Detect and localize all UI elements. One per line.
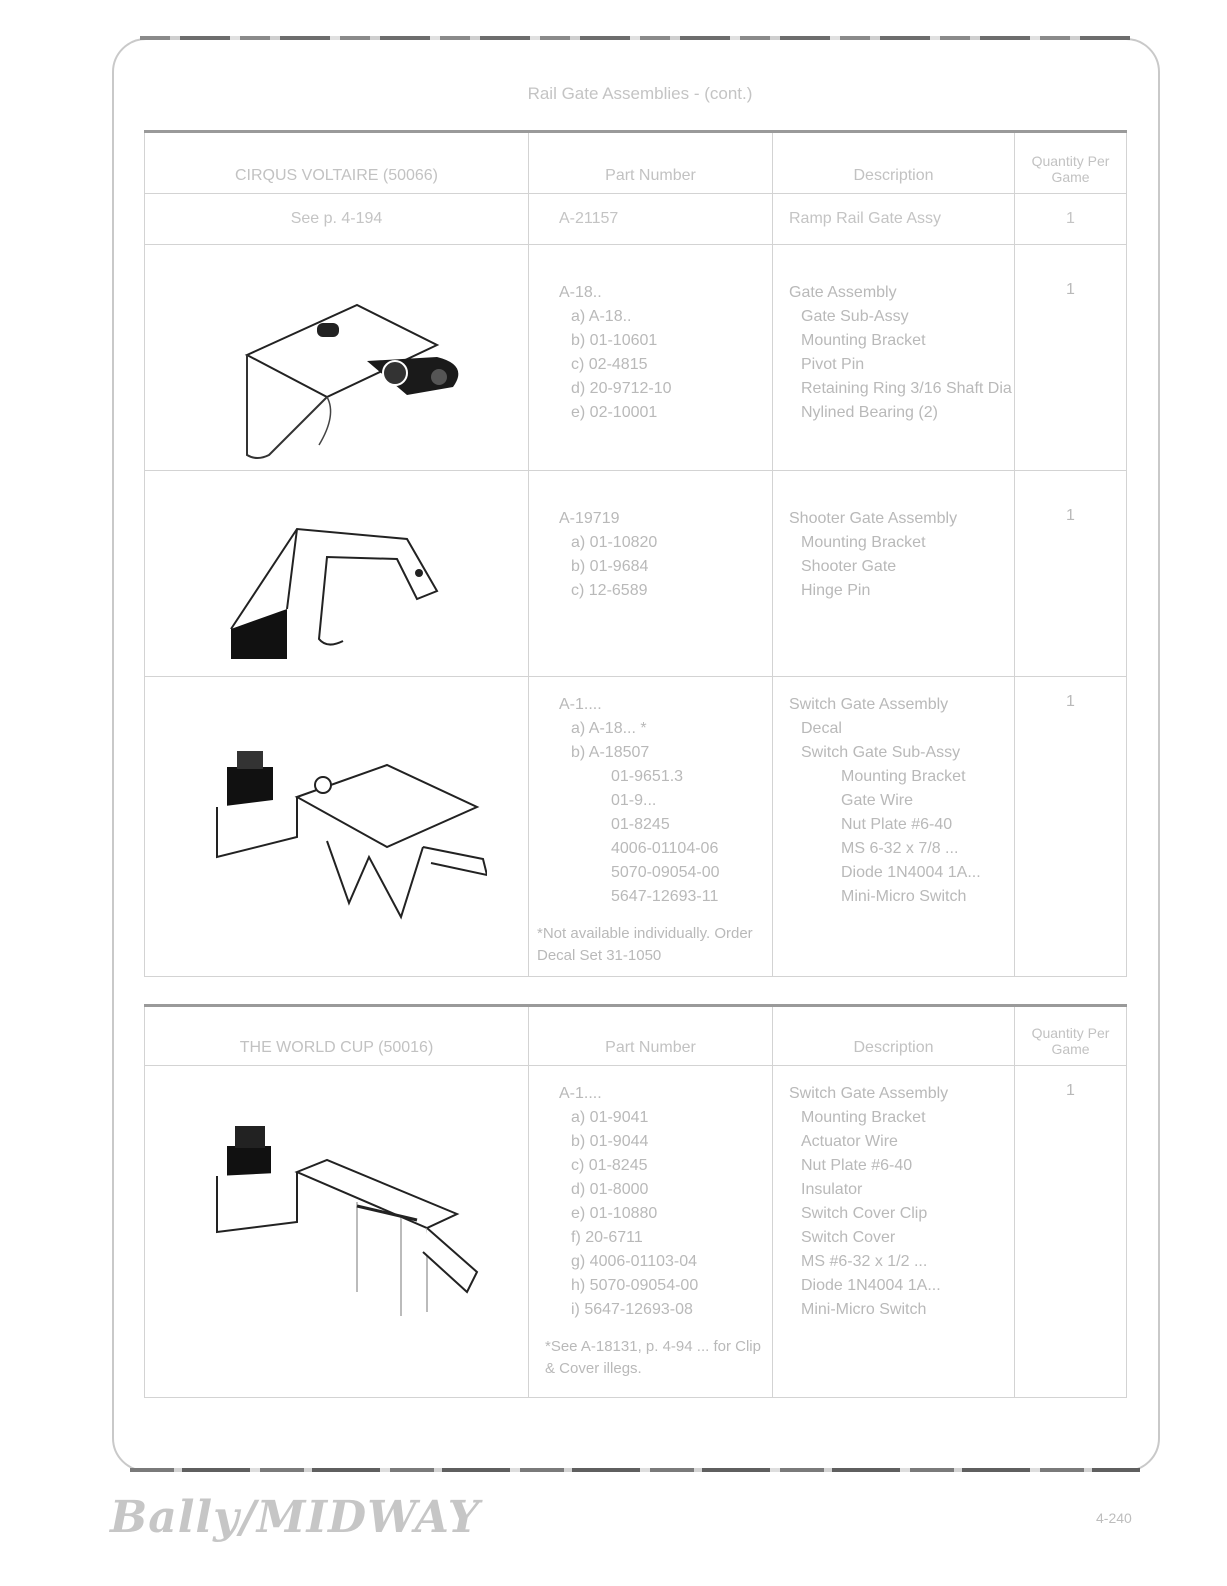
part-number: d) 20-9712-10	[571, 380, 672, 397]
description: Actuator Wire	[801, 1133, 898, 1150]
part-number: b) 01-9044	[571, 1133, 649, 1150]
header-game: THE WORLD CUP (50016)	[145, 1006, 529, 1066]
description: MS #6-32 x 1/2 ...	[801, 1253, 928, 1270]
part-number: d) 01-8000	[571, 1181, 649, 1198]
description: Shooter Gate Assembly	[789, 510, 958, 527]
page-title: Rail Gate Assemblies - (cont.)	[527, 84, 753, 103]
part-number: 01-9651.3	[611, 768, 684, 785]
part-number: f) 20-6711	[571, 1229, 643, 1246]
part-number: c) 02-4815	[571, 356, 648, 373]
part-number: h) 5070-09054-00	[571, 1277, 699, 1294]
part-number: e) 01-10880	[571, 1205, 658, 1222]
quantity: 1	[1015, 1066, 1127, 1398]
part-numbers-switch-gate	[529, 677, 773, 977]
quantity: 1	[1015, 245, 1127, 471]
description: Mounting Bracket	[841, 768, 966, 785]
description: MS 6-32 x 7/8 ...	[841, 840, 959, 857]
sub-quantity: 1	[1015, 194, 1127, 245]
header-game: CIRQUS VOLTAIRE (50066)	[145, 132, 529, 194]
part-number: b) 01-9684	[571, 558, 649, 575]
header-description: Description	[773, 132, 1015, 194]
part-number: b) A-18507	[571, 744, 650, 761]
part-number: e) 02-10001	[571, 404, 658, 421]
part-number: 5070-09054-00	[611, 864, 720, 881]
description: Decal	[801, 720, 842, 737]
illustration-shooter-gate	[145, 471, 529, 677]
descriptions-switch-gate	[773, 677, 1015, 977]
part-number: c) 12-6589	[571, 582, 648, 599]
description: Nylined Bearing (2)	[801, 404, 938, 421]
part-number: A-1....	[559, 696, 602, 713]
quantity: 1	[1015, 677, 1127, 977]
description: Mounting Bracket	[801, 332, 926, 349]
quantity: 1	[1015, 471, 1127, 677]
illustration-gate-assembly	[145, 245, 529, 471]
description: Switch Cover Clip	[801, 1205, 928, 1222]
part-number: a) A-18..	[571, 308, 632, 325]
part-number: 01-9...	[611, 792, 657, 809]
part-number: A-1....	[559, 1085, 602, 1102]
description: Gate Wire	[841, 792, 914, 809]
part-number: a) A-18... *	[571, 720, 647, 737]
description: Gate Assembly	[789, 284, 897, 301]
header-description: Description	[773, 1006, 1015, 1066]
description: Switch Gate Assembly	[789, 1085, 949, 1102]
part-number: g) 4006-01103-04	[571, 1253, 698, 1270]
sub-part-number: A-21157	[529, 194, 773, 245]
clip-cover-note: *See A-18131, p. 4-94 ... for Clip & Cover illegs.	[545, 1338, 761, 1377]
part-number: c) 01-8245	[571, 1157, 648, 1174]
part-number: 4006-01104-06	[611, 840, 719, 857]
part-number: b) 01-10601	[571, 332, 658, 349]
switch-gate-drawing	[187, 737, 487, 937]
part-number: a) 01-10820	[571, 534, 658, 551]
header-part-number: Part Number	[529, 132, 773, 194]
parts-table-world-cup	[144, 1004, 1127, 1398]
page-number: 4-240	[1096, 1510, 1132, 1526]
description: Nut Plate #6-40	[801, 1157, 913, 1174]
availability-note: *Not available individually. Order Decal Set 31-1050	[537, 925, 753, 964]
part-number: A-19719	[559, 510, 620, 527]
description: Mounting Bracket	[801, 534, 926, 551]
illustration-switch-gate	[145, 677, 529, 977]
description: Nut Plate #6-40	[841, 816, 953, 833]
descriptions-gate-assembly	[773, 245, 1015, 471]
part-number: 5647-12693-11	[611, 888, 719, 905]
description: Diode 1N4004 1A...	[841, 864, 981, 881]
header-quantity: Quantity Per Game	[1015, 132, 1127, 194]
logo-text: Bally/MIDWAY	[110, 1492, 481, 1543]
sub-game-ref: See p. 4-194	[145, 194, 529, 245]
description: Diode 1N4004 1A...	[801, 1277, 941, 1294]
descriptions-switch-gate-world-cup	[773, 1066, 1015, 1398]
descriptions-shooter-gate	[773, 471, 1015, 677]
header-quantity: Quantity Per Game	[1015, 1006, 1127, 1066]
description: Switch Gate Assembly	[789, 696, 949, 713]
switch-gate-world-cup-drawing	[187, 1116, 487, 1336]
description: Gate Sub-Assy	[801, 308, 909, 325]
description: Hinge Pin	[801, 582, 871, 599]
part-numbers-gate-assembly	[529, 245, 773, 471]
border-scan-artifact-bottom	[130, 1468, 1140, 1472]
gate-assembly-drawing	[207, 265, 467, 465]
part-numbers-switch-gate-world-cup	[529, 1066, 773, 1398]
parts-table-cirqus-voltaire	[144, 130, 1127, 977]
border-scan-artifact-top	[140, 36, 1130, 40]
description: Shooter Gate	[801, 558, 897, 575]
header-part-number: Part Number	[529, 1006, 773, 1066]
shooter-gate-drawing	[207, 499, 467, 669]
description: Mounting Bracket	[801, 1109, 926, 1126]
description: Switch Gate Sub-Assy	[801, 744, 961, 761]
part-number: i) 5647-12693-08	[571, 1301, 693, 1318]
part-number: A-18..	[559, 284, 602, 301]
illustration-switch-gate-world-cup	[145, 1066, 529, 1398]
description: Pivot Pin	[801, 356, 865, 373]
part-number: 01-8245	[611, 816, 670, 833]
part-numbers-shooter-gate	[529, 471, 773, 677]
description: Mini-Micro Switch	[841, 888, 967, 905]
sub-description: Ramp Rail Gate Assy	[773, 194, 1015, 245]
description: Insulator	[801, 1181, 863, 1198]
bally-midway-logo	[110, 1492, 480, 1543]
description: Mini-Micro Switch	[801, 1301, 927, 1318]
description: Retaining Ring 3/16 Shaft Dia	[801, 380, 1012, 397]
part-number: a) 01-9041	[571, 1109, 649, 1126]
description: Switch Cover	[801, 1229, 896, 1246]
